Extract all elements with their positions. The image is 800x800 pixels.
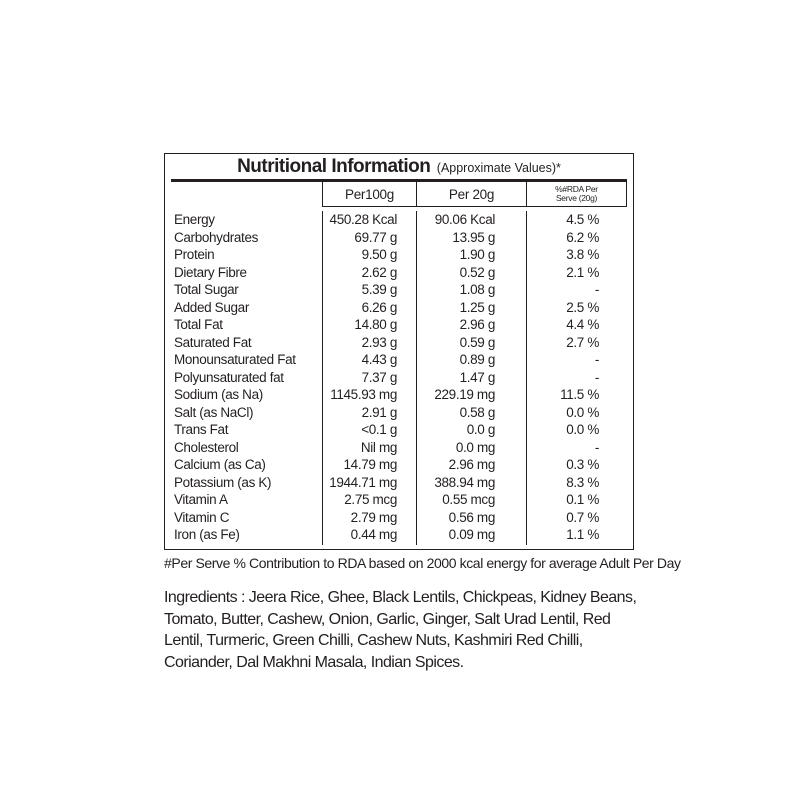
nutrient-name: Sodium (as Na) <box>174 387 263 402</box>
rda-value: 6.2 % <box>566 229 599 245</box>
table-row <box>165 246 633 264</box>
nutrient-name: Total Fat <box>174 317 223 332</box>
nutrition-title-row <box>165 154 633 180</box>
rda-value: 0.1 % <box>566 492 599 507</box>
per-100g-value: 0.44 mg <box>350 527 397 542</box>
per-20g-value: 0.56 mg <box>448 509 495 525</box>
header-rda-line2: Serve (20g) <box>555 193 598 203</box>
rda-value: 2.5 % <box>566 299 599 315</box>
per-100g-value: 2.91 g <box>361 404 397 420</box>
table-row <box>165 474 633 492</box>
table-row <box>165 509 633 527</box>
table-row <box>165 421 633 439</box>
nutrition-title: Nutritional Information <box>237 156 431 177</box>
per-100g-value: <0.1 g <box>361 422 397 437</box>
nutrition-table-body <box>165 211 633 545</box>
header-per-100g-label: Per100g <box>345 186 394 202</box>
rda-value: 3.8 % <box>566 247 599 262</box>
header-rda <box>526 182 627 207</box>
table-row <box>165 351 633 369</box>
rda-value: 0.0 % <box>566 404 599 420</box>
rda-value: 8.3 % <box>566 474 599 490</box>
per-20g-value: 1.25 g <box>459 299 495 315</box>
rda-value: 1.1 % <box>566 527 599 542</box>
table-row <box>165 526 633 544</box>
per-100g-value: 1944.71 mg <box>329 474 397 490</box>
table-row <box>165 369 633 387</box>
rda-value: 11.5 % <box>560 387 599 402</box>
per-20g-value: 13.95 g <box>452 229 495 245</box>
per-20g-value: 2.96 mg <box>448 457 495 472</box>
nutrient-name: Added Sugar <box>174 299 249 315</box>
per-100g-value: 6.26 g <box>361 299 397 315</box>
per-20g-value: 229.19 mg <box>434 387 495 402</box>
table-row <box>165 491 633 509</box>
header-rda-line1: %#RDA Per <box>555 184 598 194</box>
rda-value: - <box>594 439 599 455</box>
header-per-100g <box>322 182 417 207</box>
table-row <box>165 404 633 422</box>
rda-value: 0.3 % <box>566 457 599 472</box>
table-row <box>165 264 633 282</box>
nutrient-name: Trans Fat <box>174 422 229 437</box>
nutrient-name: Dietary Fibre <box>174 264 247 280</box>
rda-value: - <box>594 369 599 385</box>
per-100g-value: 9.50 g <box>361 247 397 262</box>
rda-value: 0.0 % <box>566 422 599 437</box>
ingredients-text: Ingredients : Jeera Rice, Ghee, Black Lentils, Chickpeas, Kidney Beans, Tomato, Butter, Cashew, Onion, Garlic, Ginger, Salt Urad Lentil, Red Lentil, Turmeric, Green Chilli, Cashew Nuts, Kashmiri Red Chilli, Coriander, Dal Makhni Masala, Indian Spices. <box>164 589 637 671</box>
header-per-20g <box>416 182 527 207</box>
per-20g-value: 0.52 g <box>459 264 495 280</box>
nutrient-name: Vitamin C <box>174 509 230 525</box>
nutrient-name: Saturated Fat <box>174 334 252 350</box>
table-row <box>165 334 633 352</box>
per-100g-value: 5.39 g <box>361 282 397 297</box>
nutrient-name: Protein <box>174 247 215 262</box>
nutrient-name: Potassium (as K) <box>174 474 272 490</box>
table-row <box>165 211 633 229</box>
per-20g-value: 0.55 mcg <box>442 492 495 507</box>
per-20g-value: 0.09 mg <box>448 527 495 542</box>
per-100g-value: 2.93 g <box>361 334 397 350</box>
nutrient-name: Calcium (as Ca) <box>174 457 266 472</box>
nutrient-name: Vitamin A <box>174 492 228 507</box>
per-20g-value: 0.59 g <box>459 334 495 350</box>
rda-footnote: #Per Serve % Contribution to RDA based on 2000 kcal energy for average Adult Per Day <box>164 555 681 571</box>
per-20g-value: 0.0 g <box>466 422 495 437</box>
rda-value: 2.7 % <box>566 334 599 350</box>
per-20g-value: 0.89 g <box>459 352 495 367</box>
nutrition-panel <box>164 153 634 550</box>
per-100g-value: 450.28 Kcal <box>329 212 397 227</box>
per-100g-value: 69.77 g <box>354 229 397 245</box>
rda-value: 0.7 % <box>566 509 599 525</box>
table-row <box>165 229 633 247</box>
per-20g-value: 90.06 Kcal <box>434 212 495 227</box>
per-100g-value: 4.43 g <box>361 352 397 367</box>
rda-value: - <box>594 282 599 297</box>
per-20g-value: 388.94 mg <box>434 474 495 490</box>
rda-value: - <box>594 352 599 367</box>
table-row <box>165 439 633 457</box>
table-header-row <box>165 182 633 208</box>
nutrient-name: Energy <box>174 212 215 227</box>
per-20g-value: 0.58 g <box>459 404 495 420</box>
table-row <box>165 281 633 299</box>
nutrient-name: Monounsaturated Fat <box>174 352 296 367</box>
per-20g-value: 0.0 mg <box>455 439 495 455</box>
nutrient-name: Salt (as NaCl) <box>174 404 254 420</box>
per-100g-value: Nil mg <box>360 439 397 455</box>
rda-value: 4.5 % <box>566 212 599 227</box>
per-20g-value: 1.47 g <box>459 369 495 385</box>
per-100g-value: 2.75 mcg <box>344 492 397 507</box>
per-100g-value: 14.80 g <box>354 317 397 332</box>
per-100g-value: 2.79 mg <box>350 509 397 525</box>
nutrient-name: Carbohydrates <box>174 229 258 245</box>
table-row <box>165 386 633 404</box>
nutrient-name: Polyunsaturated fat <box>174 369 284 385</box>
rda-value: 4.4 % <box>566 317 599 332</box>
table-row <box>165 316 633 334</box>
per-100g-value: 2.62 g <box>361 264 397 280</box>
nutrient-name: Total Sugar <box>174 282 239 297</box>
per-100g-value: 7.37 g <box>361 369 397 385</box>
per-20g-value: 2.96 g <box>459 317 495 332</box>
nutrition-title-note: (Approximate Values)* <box>436 161 561 175</box>
per-100g-value: 1145.93 mg <box>330 387 397 402</box>
nutrient-name: Iron (as Fe) <box>174 527 240 542</box>
nutrient-name: Cholesterol <box>174 439 239 455</box>
table-row <box>165 456 633 474</box>
header-per-20g-label: Per 20g <box>448 186 495 202</box>
per-20g-value: 1.90 g <box>459 247 495 262</box>
per-100g-value: 14.79 mg <box>343 457 397 472</box>
per-20g-value: 1.08 g <box>459 282 495 297</box>
rda-value: 2.1 % <box>566 264 599 280</box>
table-row <box>165 299 633 317</box>
